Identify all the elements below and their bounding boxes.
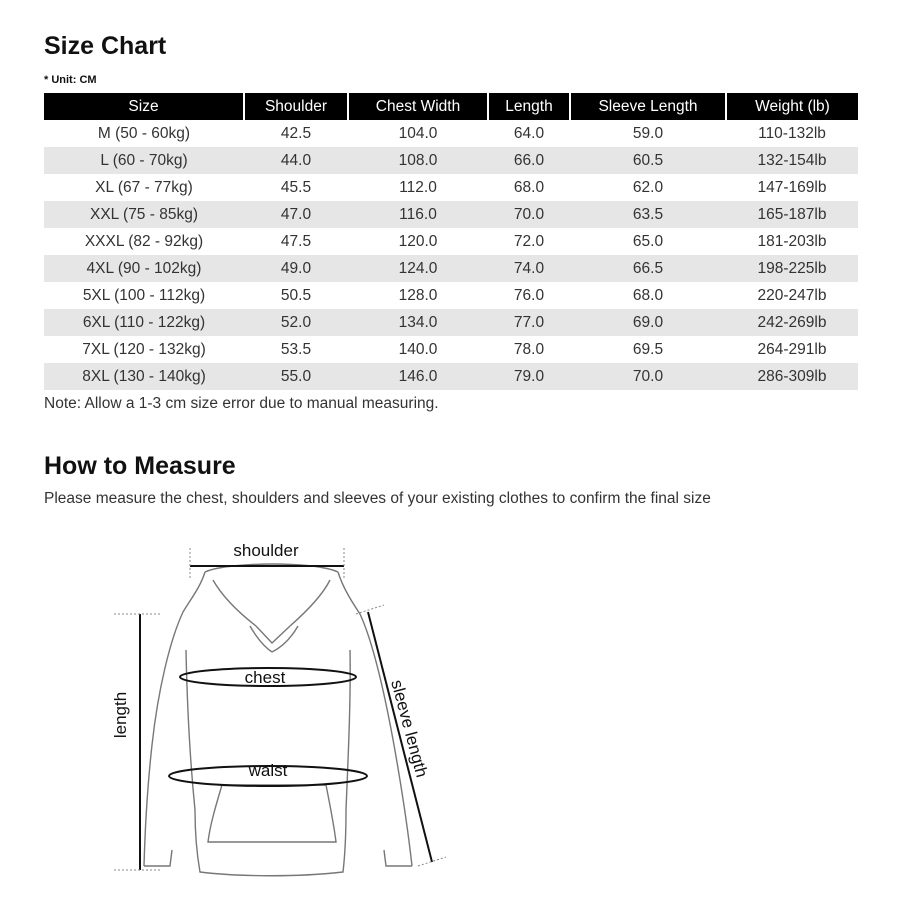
table-cell: 68.0 — [513, 178, 545, 196]
table-cell: 44.0 — [244, 147, 348, 174]
table-cell: 70.0 — [570, 363, 726, 390]
table-cell: 77.0 — [488, 309, 570, 336]
table-cell: 42.5 — [280, 124, 312, 142]
table-cell: 50.5 — [280, 286, 312, 304]
column-header: Chest Width — [348, 93, 488, 120]
table-cell: 110-132lb — [758, 124, 826, 142]
table-cell: 8XL (130 - 140kg) — [44, 363, 244, 390]
table-cell: 72.0 — [513, 232, 545, 250]
table-cell: 134.0 — [348, 309, 488, 336]
table-cell: 198-225lb — [726, 255, 858, 282]
column-header: Length — [488, 93, 570, 120]
table-cell: 66.5 — [570, 255, 726, 282]
measurement-note: Note: Allow a 1-3 cm size error due to manual measuring. — [44, 395, 439, 412]
table-cell: XL (67 - 77kg) — [95, 178, 193, 196]
column-header: Sleeve Length — [570, 93, 726, 120]
table-cell: 49.0 — [244, 255, 348, 282]
table-cell: 53.5 — [280, 340, 312, 358]
table-cell: 181-203lb — [757, 232, 827, 250]
table-cell: 74.0 — [488, 255, 570, 282]
table-cell: 146.0 — [348, 363, 488, 390]
table-cell: 55.0 — [244, 363, 348, 390]
table-cell: 6XL (110 - 122kg) — [44, 309, 244, 336]
table-cell: M (50 - 60kg) — [97, 124, 191, 142]
table-cell: 69.5 — [632, 340, 664, 358]
size-chart-title: Size Chart — [44, 32, 167, 60]
table-cell: 132-154lb — [726, 147, 858, 174]
table-cell: 264-291lb — [757, 340, 827, 358]
table-cell: L (60 - 70kg) — [44, 147, 244, 174]
table-cell: 66.0 — [488, 147, 570, 174]
table-cell: 128.0 — [398, 286, 438, 304]
table-cell: 78.0 — [513, 340, 545, 358]
table-cell: 52.0 — [244, 309, 348, 336]
chest-label: chest — [244, 668, 286, 687]
table-cell: 76.0 — [513, 286, 545, 304]
table-cell: 220-247lb — [757, 286, 827, 304]
table-cell: 62.0 — [632, 178, 664, 196]
table-cell: 120.0 — [398, 232, 438, 250]
sleeve-length-label: sleeve length — [387, 677, 432, 780]
sleeve-length-measure-line — [356, 605, 446, 866]
table-cell: 242-269lb — [726, 309, 858, 336]
table-cell: 124.0 — [348, 255, 488, 282]
table-cell: 79.0 — [488, 363, 570, 390]
shoulder-label: shoulder — [233, 541, 299, 560]
table-cell: XXL (75 - 85kg) — [44, 201, 244, 228]
table-cell: 140.0 — [398, 340, 438, 358]
table-cell: 104.0 — [398, 124, 438, 142]
table-cell: 147-169lb — [757, 178, 827, 196]
table-cell: 7XL (120 - 132kg) — [82, 340, 206, 358]
table-cell: 116.0 — [348, 201, 488, 228]
table-cell: 165-187lb — [726, 201, 858, 228]
hoodie-outline — [144, 564, 412, 876]
table-cell: 4XL (90 - 102kg) — [44, 255, 244, 282]
length-measure-line — [114, 614, 160, 870]
table-cell: 5XL (100 - 112kg) — [82, 286, 206, 304]
table-cell: 108.0 — [348, 147, 488, 174]
length-label: length — [111, 691, 130, 739]
table-cell: 60.5 — [570, 147, 726, 174]
table-cell: 65.0 — [632, 232, 664, 250]
table-cell: 286-309lb — [726, 363, 858, 390]
unit-label: * Unit: CM — [44, 74, 97, 86]
column-header: Weight (lb) — [726, 93, 858, 120]
how-to-measure-description: Please measure the chest, shoulders and sleeves of your existing clothes to confirm the final size — [44, 490, 711, 507]
table-cell: 59.0 — [632, 124, 664, 142]
column-header: Size — [44, 93, 244, 120]
column-header: Shoulder — [244, 93, 348, 120]
table-cell: 64.0 — [513, 124, 545, 142]
table-cell: 68.0 — [632, 286, 664, 304]
table-cell: 70.0 — [488, 201, 570, 228]
table-cell: 47.5 — [280, 232, 312, 250]
table-cell: XXXL (82 - 92kg) — [84, 232, 204, 250]
waist-label: waist — [248, 761, 288, 780]
table-cell: 112.0 — [399, 178, 437, 196]
table-cell: 63.5 — [570, 201, 726, 228]
table-cell: 47.0 — [244, 201, 348, 228]
table-cell: 69.0 — [570, 309, 726, 336]
table-cell: 45.5 — [280, 178, 312, 196]
how-to-measure-title: How to Measure — [44, 452, 236, 480]
